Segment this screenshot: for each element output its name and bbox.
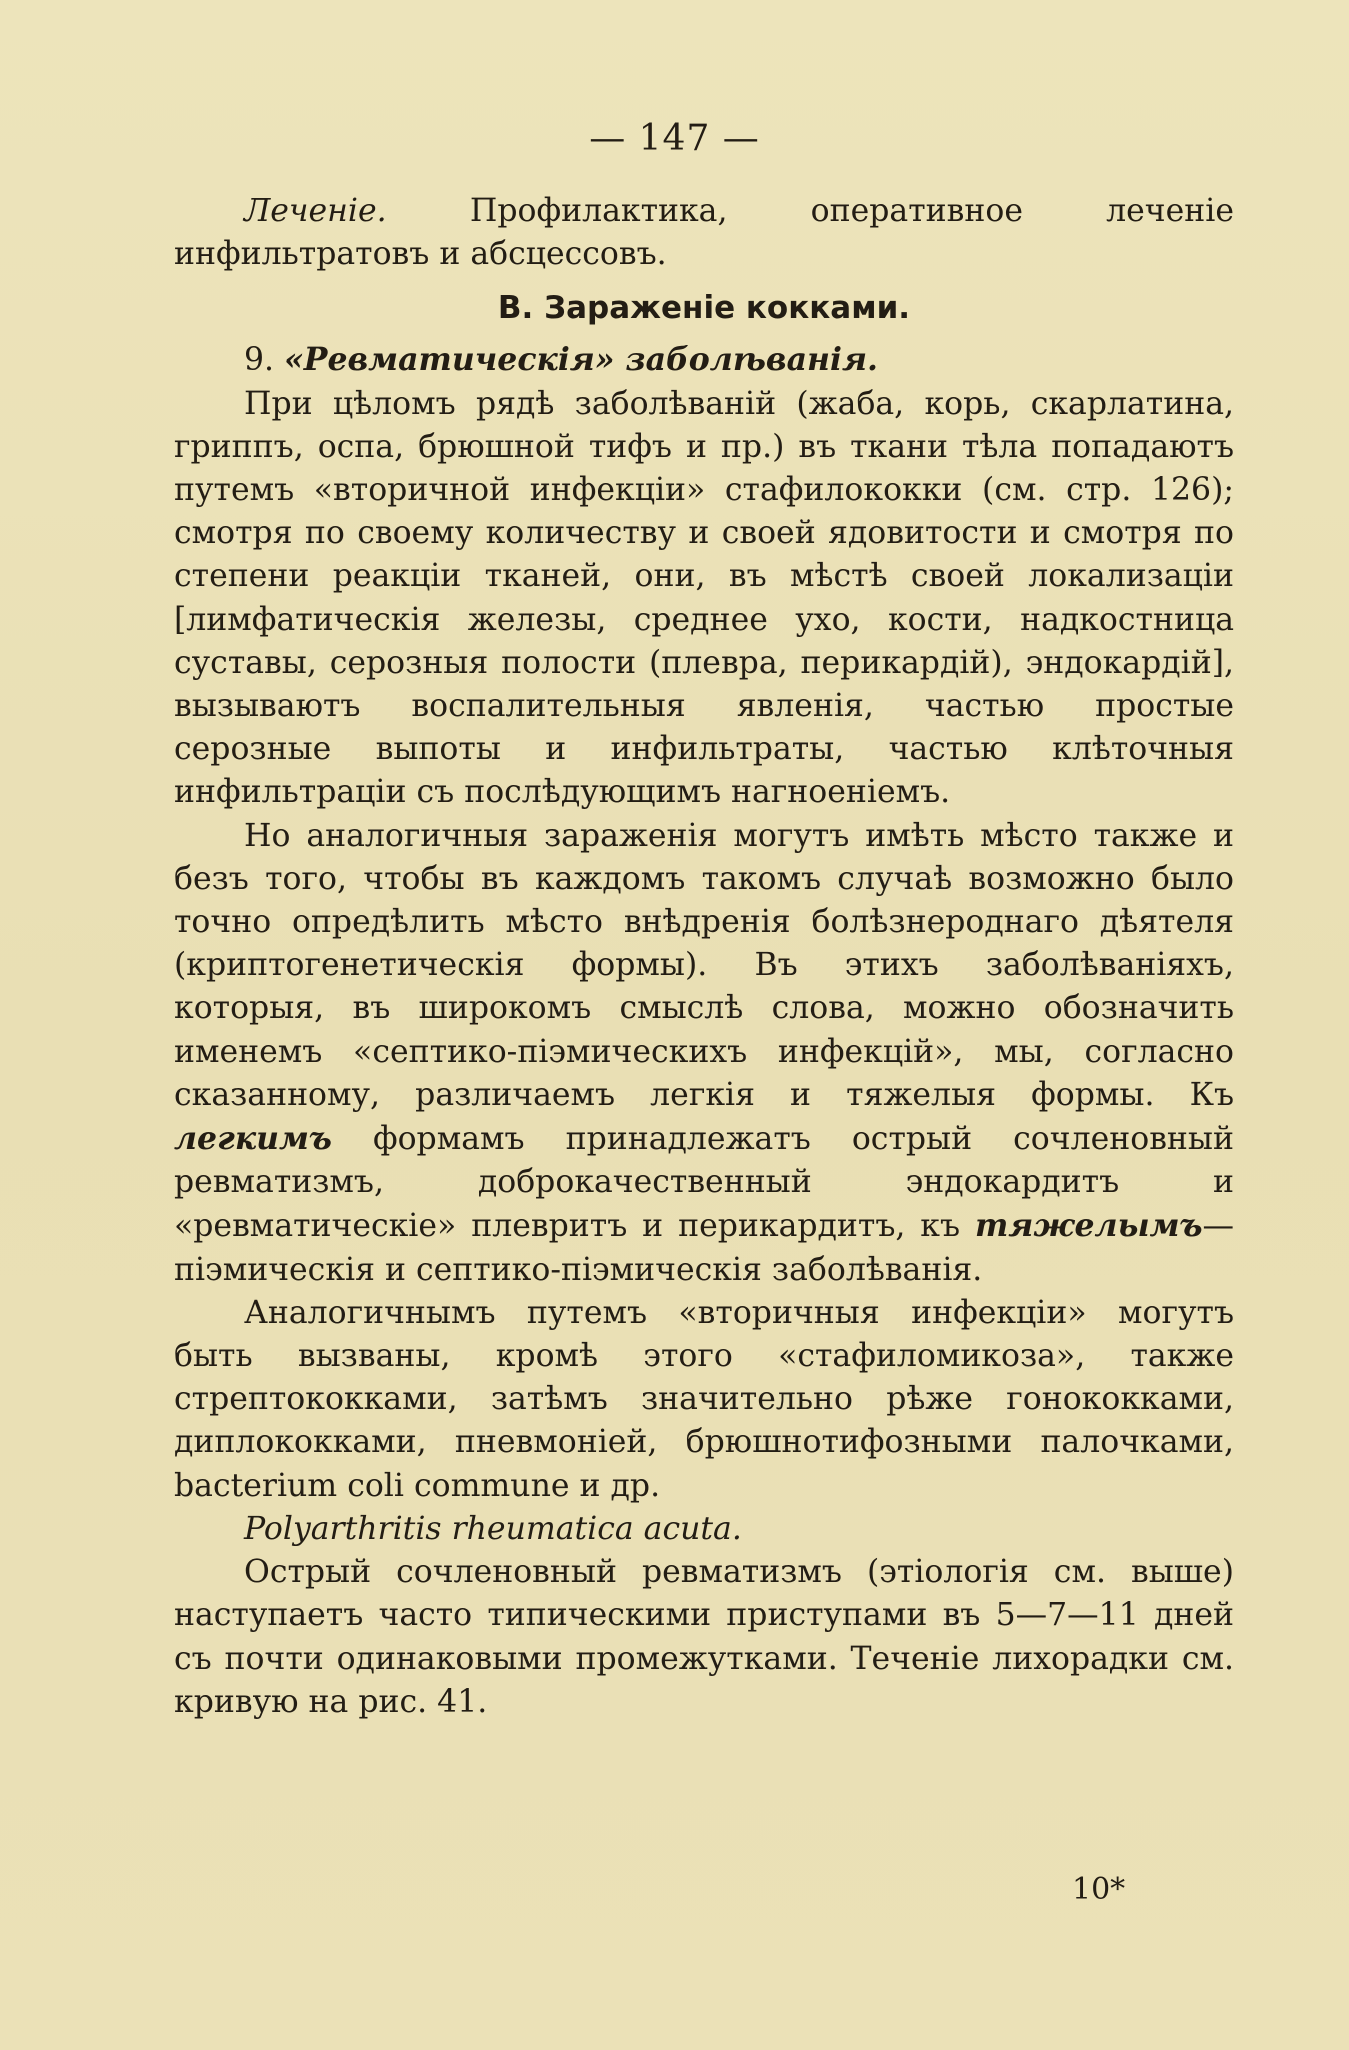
- section-heading: B. Зараженіе кокками.: [497, 290, 911, 327]
- latin-heading: Polyarthritis rheumatica acuta.: [244, 1510, 742, 1547]
- paragraph-2: [174, 815, 1234, 1292]
- page-number: — 147 —: [589, 118, 760, 159]
- paragraph-3: Аналогичнымъ путемъ «вторичныя инфекціи» могутъ быть вызваны, кромѣ этого «стафиломикоза», также стрептококками, затѣмъ значительно рѣже гонококками, диплококками, пневмоніей, брюшнотифозными палочками, bacterium coli commune и др.: [174, 1294, 1234, 1504]
- text-body: [174, 190, 1234, 1724]
- paragraph-1: При цѣломъ рядѣ заболѣваній (жаба, корь, скарлатина, гриппъ, оспа, брюшной тифъ и пр.) въ ткани тѣла попадаютъ путемъ «вторичной инфекціи» стафилококки (см. стр. 126); смотря по своему количеству и своей ядовитости и смотря по степени реакціи тканей, они, въ мѣстѣ своей локализаціи [лимфатическія железы, среднее ухо, кости, надкостница суставы, серозныя полости (плевра, перикардій), эндокардій], вызываютъ воспалительныя явленія, частью простые серозные выпоты и инфильтраты, частью клѣточныя инфильтраціи съ послѣдующимъ нагноеніемъ.: [174, 385, 1234, 811]
- intro-text: Профилактика, оперативное леченіе инфильтратовъ и абсцессовъ.: [174, 193, 1234, 273]
- paragraph-2-part-3: —піэмическія и септико-піэмическія заболѣванія.: [174, 1208, 1234, 1288]
- signature-mark: 10*: [1072, 1872, 1126, 1907]
- paragraph-2-emphasis-2: тяжелымъ: [974, 1207, 1203, 1245]
- intro-paragraph: [174, 190, 1234, 276]
- paragraph-4: Острый сочленовный ревматизмъ (этіологія см. выше) наступаетъ часто типическими приступами въ 5—7—11 дней съ почти одинаковыми промежутками. Теченіе лихорадки см. кривую на рис. 41.: [174, 1554, 1234, 1720]
- subsection-heading: [174, 338, 1234, 382]
- paragraph-2-part-1: Но аналогичныя зараженія могутъ имѣть мѣсто также и безъ того, чтобы въ каждомъ такомъ случаѣ возможно было точно опредѣлить мѣсто внѣдренія болѣзнероднаго дѣятеля (криптогенетическія формы). Въ этихъ заболѣваніяхъ, которыя, въ широкомъ смыслѣ слова, можно обозначить именемъ «септико-піэмическихъ инфекцій», мы, согласно сказанному, различаемъ легкія и тяжелыя формы. Къ: [174, 817, 1234, 1113]
- intro-label: Леченіе.: [244, 193, 387, 229]
- paragraph-2-part-2: формамъ принадлежатъ острый сочленовный ревматизмъ, доброкачественный эндокардитъ и «ревматическіе» плевритъ и перикардитъ, къ: [174, 1121, 1234, 1245]
- subsection-number: 9.: [244, 342, 285, 379]
- subsection-title: «Ревматическія» заболѣванія.: [284, 341, 878, 379]
- paragraph-2-emphasis-1: легкимъ: [174, 1120, 332, 1158]
